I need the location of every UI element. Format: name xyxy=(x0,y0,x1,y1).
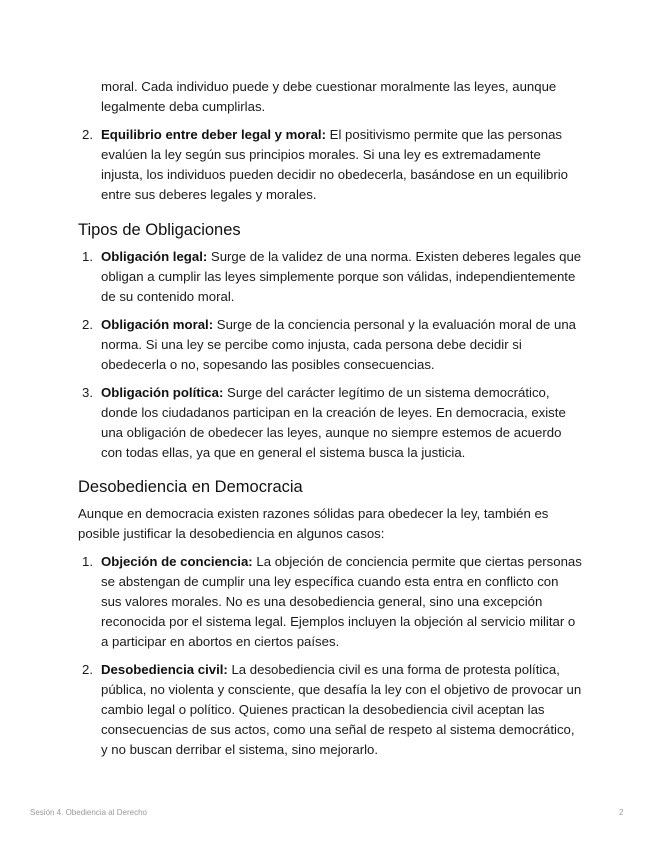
list-item xyxy=(78,552,582,652)
list-item xyxy=(78,125,582,205)
list-item-text: Surge de la conciencia personal y la evaluación moral de una norma. Si una ley se percibe como injusta, cada persona debe decidir si obedecerla o no, sopesando las posibles consecuencias. xyxy=(101,317,576,372)
continued-list xyxy=(78,77,582,205)
list-item xyxy=(78,315,582,375)
list-number: 2. xyxy=(82,317,93,332)
list-item-title: Equilibrio entre deber legal y moral: xyxy=(101,127,326,142)
section-heading-desobediencia: Desobediencia en Democracia xyxy=(78,478,303,496)
list-number: 1. xyxy=(82,249,93,264)
list-number: 2. xyxy=(82,127,93,142)
list-item-title: Objeción de conciencia: xyxy=(101,554,253,569)
list-item-continuation xyxy=(78,77,582,117)
list-number: 3. xyxy=(82,385,93,400)
list-item-text: Surge de la validez de una norma. Existen deberes legales que obligan a cumplir las leyes simplemente porque son válidas, independientemente de su contenido moral. xyxy=(101,249,582,304)
continuation-text: moral. Cada individuo puede y debe cuestionar moralmente las leyes, aunque legalmente deba cumplirlas. xyxy=(101,79,557,114)
disobedience-list xyxy=(78,552,582,760)
list-item-text: El positivismo permite que las personas evalúen la ley según sus principios morales. Si una ley es extremadamente injusta, los individuos pueden decidir no obedecerla, basándose en un equilibrio entre sus deberes legales y morales. xyxy=(101,127,569,202)
list-item-title: Obligación política: xyxy=(101,385,224,400)
list-item xyxy=(78,383,582,463)
page-content xyxy=(78,77,582,768)
list-item-text: Surge del carácter legítimo de un sistema democrático, donde los ciudadanos participan en la creación de leyes. En democracia, existe una obligación de obedecer las leyes, aunque no siempre estemos de acuerdo con todas ellas, ya que en general el sistema busca la justicia. xyxy=(101,385,566,460)
list-item xyxy=(78,247,582,307)
list-item-title: Obligación moral: xyxy=(101,317,214,332)
obligations-list xyxy=(78,247,582,463)
list-number: 2. xyxy=(82,662,93,677)
section-intro-paragraph: Aunque en democracia existen razones sólidas para obedecer la ley, también es posible justificar la desobediencia en algunos casos: xyxy=(78,506,549,541)
list-item-text: La objeción de conciencia permite que ciertas personas se abstengan de cumplir una ley específica cuando esta entra en conflicto con sus valores morales. No es una desobediencia general, sino una excepción reconocida por el sistema legal. Ejemplos incluyen la objeción al servicio militar o a participar en abortos en ciertos países. xyxy=(101,554,582,649)
list-item-title: Desobediencia civil: xyxy=(101,662,228,677)
list-number: 1. xyxy=(82,554,93,569)
list-item xyxy=(78,660,582,760)
section-heading-tipos: Tipos de Obligaciones xyxy=(78,221,241,239)
footer-title: Sesión 4. Obediencia al Derecho xyxy=(30,808,147,817)
list-item-text: La desobediencia civil es una forma de protesta política, pública, no violenta y consciente, que desafía la ley con el objetivo de provocar un cambio legal o político. Quienes practican la desobediencia civil aceptan las consecuencias de sus actos, como una señal de respeto al sistema democrático, y no buscan derribar el sistema, sino mejorarlo. xyxy=(101,662,582,757)
page-number: 2 xyxy=(619,808,624,817)
list-item-title: Obligación legal: xyxy=(101,249,208,264)
